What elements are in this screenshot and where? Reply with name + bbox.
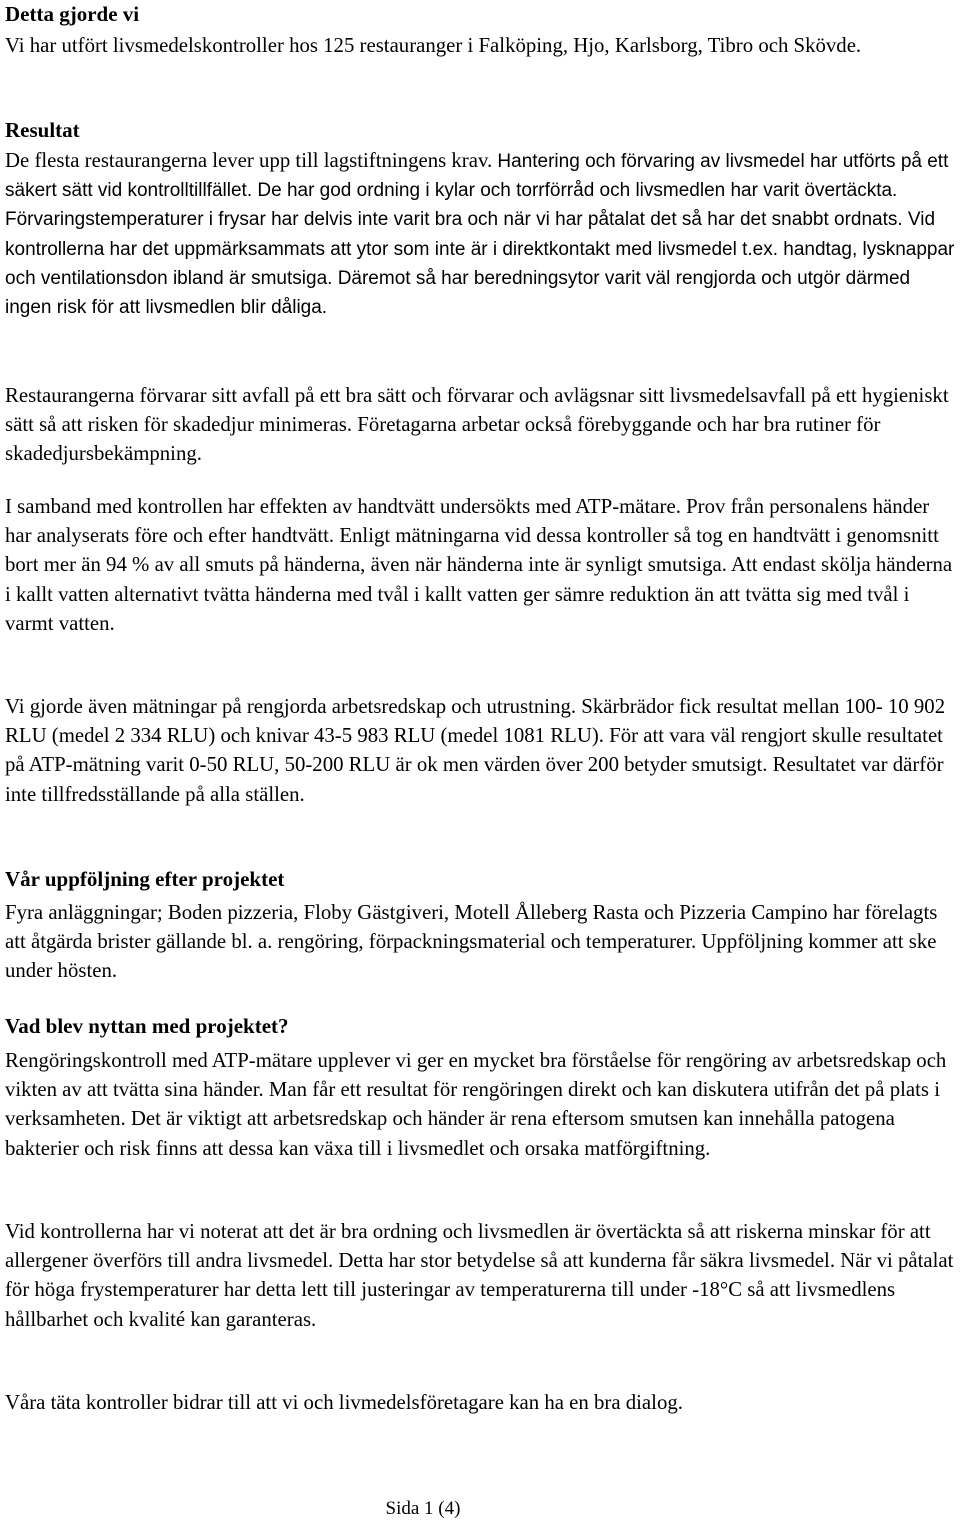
section-heading-resultat: Resultat [5, 118, 80, 142]
paragraph-dialog: Våra täta kontroller bidrar till att vi och livmedelsföretagare kan ha en bra dialog. [5, 1391, 683, 1414]
paragraph-handtvatt: I samband med kontrollen har effekten av handtvätt undersökts med ATP-mätare. Prov från personalens händer har analyserats före och efter handtvätt. Enligt mätningarna vid dessa kontroller så tog en handtvätt i genomsnitt bort mer än 94 % av all smuts på händerna, även när händerna inte är synligt smutsiga. Att endast skölja händerna i kallt vatten alternativt tvätta händerna med tvål i kallt vatten ger sämre reduktion än att tvätta sig med tvål i varmt vatten. [5, 495, 953, 635]
paragraph-matningar: Vi gjorde även mätningar på rengjorda arbetsredskap och utrustning. Skärbrädor fick resultat mellan 100- 10 902 RLU (medel 2 334 RLU) och knivar 43-5 983 RLU (medel 1081 RLU). För att vara väl rengjort skulle resultatet på ATP-mätning varit 0-50 RLU, 50-200 RLU är ok men värden över 200 betyder smutsigt. Resultatet var därför inte tillfredsställande på alla ställen. [5, 695, 946, 806]
section-heading-detta-gjorde-vi: Detta gjorde vi [5, 2, 140, 26]
paragraph-resultat-intro [5, 146, 957, 322]
paragraph-detta-gjorde-vi: Vi har utfört livsmedelskontroller hos 125 restauranger i Falköping, Hjo, Karlsborg, Tibro och Skövde. [5, 34, 862, 57]
paragraph-resultat-serif-part: De flesta restaurangerna lever upp till lagstiftningens krav. [5, 149, 498, 172]
paragraph-rengoringskontroll: Rengöringskontroll med ATP-mätare upplever vi ger en mycket bra förståelse för rengöring av arbetsredskap och vikten av att tvätta sina händer. Man får ett resultat för rengöringen direkt och kan diskutera utifrån det på plats i verksamheten. Det är viktigt att arbetsredskap och händer är rena eftersom smutsen kan innehålla patogena bakterier och risk finns att dessa kan växa till i livsmedlet och orsaka matförgiftning. [5, 1049, 947, 1160]
paragraph-allergener: Vid kontrollerna har vi noterat att det är bra ordning och livsmedlen är övertäckta så att riskerna minskar för att allergener överförs till andra livsmedel. Detta har stor betydelse så att kunderna får säkra livsmedel. När vi påtalat för höga frystemperaturer har detta lett till justeringar av temperaturerna till under -18°C så att livsmedlens hållbarhet och kvalité kan garanteras. [5, 1220, 954, 1331]
section-heading-nyttan: Vad blev nyttan med projektet? [5, 1014, 289, 1038]
paragraph-avfall: Restaurangerna förvarar sitt avfall på ett bra sätt och förvarar och avlägsnar sitt livsmedelsavfall på ett hygieniskt sätt så att risken för skadedjur minimeras. Företagarna arbetar också förebyggande och har bra rutiner för skadedjursbekämpning. [5, 384, 949, 466]
page-number-footer: Sida 1 (4) [385, 1498, 461, 1519]
paragraph-uppfoljning: Fyra anläggningar; Boden pizzeria, Floby Gästgiveri, Motell Ålleberg Rasta och Pizzeria Campino har förelagts att åtgärda brister gällande bl. a. rengöring, förpackningsmaterial och temperaturer. Uppföljning kommer att ske under hösten. [5, 901, 938, 983]
paragraph-resultat-sans-part: Hantering och förvaring av livsmedel har utförts på ett säkert sätt vid kontrolltillfället. De har god ordning i kylar och torrförråd och livsmedlen har varit övertäckta. Förvaringstemperaturer i frysar har delvis inte varit bra och när vi har påtalat det så har det snabbt ordnats. Vid kontrollerna har det uppmärksammats att ytor som inte är i direktkontakt med livsmedel t.ex. handtag, lysknappar och ventilationsdon ibland är smutsiga. Däremot så har beredningsytor varit väl rengjorda och utgör därmed ingen risk för att livsmedlen blir dåliga. [5, 151, 955, 319]
section-heading-uppfoljning: Vår uppföljning efter projektet [5, 867, 285, 891]
